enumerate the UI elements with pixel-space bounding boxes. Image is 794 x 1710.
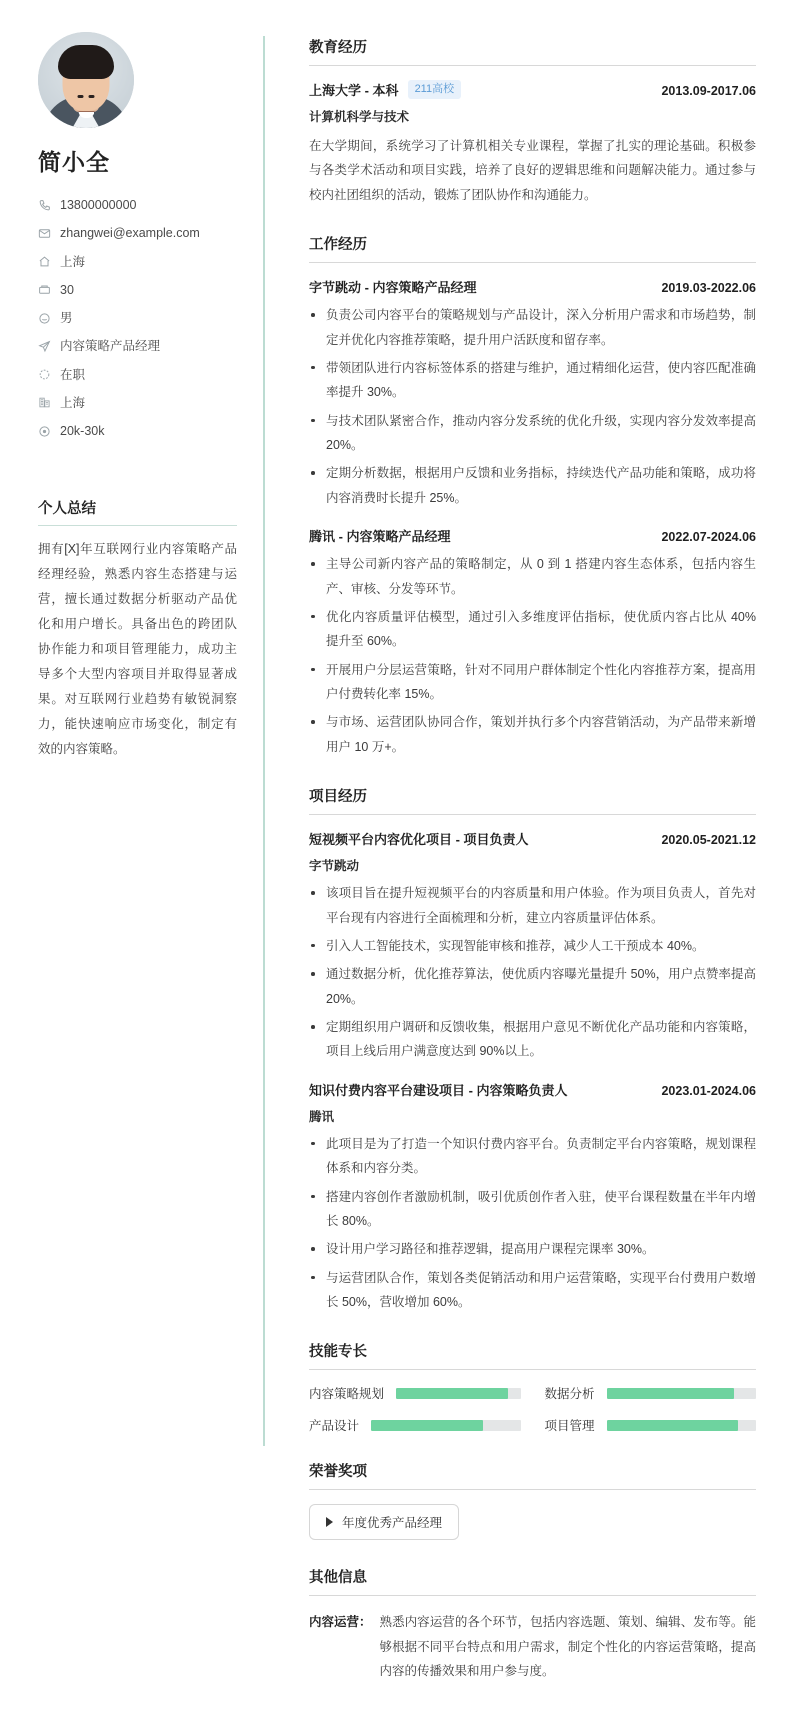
project-entry [309, 1080, 756, 1315]
summary-title: 个人总结 [38, 497, 237, 526]
project-entry-header [309, 1080, 756, 1099]
mail-icon [38, 227, 51, 240]
education-section [309, 36, 756, 207]
work-entry [309, 526, 756, 759]
skill-progress-bar [396, 1388, 520, 1399]
work-bullets [309, 552, 756, 759]
project-bullets [309, 1132, 756, 1315]
education-school: 上海大学 - 本科 [309, 83, 399, 98]
contact-value: 上海 [60, 395, 86, 410]
projects-title: 项目经历 [309, 785, 756, 815]
skills-section [309, 1340, 756, 1434]
skill-row [309, 1416, 521, 1434]
project-date: 2023.01-2024.06 [661, 1083, 756, 1098]
education-entry [309, 80, 756, 207]
other-info-section [309, 1566, 756, 1683]
main-content [265, 22, 794, 1710]
work-date: 2022.07-2024.06 [661, 530, 756, 545]
contact-value: 内容策略产品经理 [60, 339, 161, 354]
honors-section [309, 1460, 756, 1540]
avatar [38, 32, 134, 128]
coin-icon [38, 425, 51, 438]
project-entry [309, 829, 756, 1064]
skill-progress-fill [607, 1420, 739, 1431]
contact-item-salary [38, 417, 237, 445]
id-card-icon [38, 283, 51, 296]
list-item: 开展用户分层运营策略，针对不同用户群体制定个性化内容推荐方案，提高用户付费转化率 15%。 [309, 658, 756, 707]
contact-value: 30 [60, 282, 74, 297]
work-entry [309, 277, 756, 510]
play-triangle-icon [326, 1517, 333, 1527]
skill-row [545, 1416, 757, 1434]
education-date: 2013.09-2017.06 [661, 84, 756, 98]
contact-item-position [38, 332, 237, 360]
contact-item-status [38, 361, 237, 389]
list-item: 负责公司内容平台的策略规划与产品设计，深入分析用户需求和市场趋势，制定并优化内容推荐策略，提升用户活跃度和留存率。 [309, 303, 756, 352]
contact-value: 13800000000 [60, 198, 137, 212]
contact-value: 在职 [60, 367, 86, 382]
list-item: 定期组织用户调研和反馈收集，根据用户意见不断优化产品功能和内容策略，项目上线后用户满意度达到 90%以上。 [309, 1015, 756, 1064]
contact-item-email [38, 219, 237, 247]
skill-row [545, 1384, 757, 1402]
honors-title: 荣誉奖项 [309, 1460, 756, 1490]
contact-item-location [38, 389, 237, 417]
skill-progress-fill [371, 1420, 483, 1431]
list-item: 搭建内容创作者激励机制，吸引优质创作者入驻，使平台课程数量在半年内增长 80%。 [309, 1185, 756, 1234]
honor-item[interactable] [309, 1504, 459, 1540]
avatar-eye-left [89, 95, 95, 98]
list-item: 此项目是为了打造一个知识付费内容平台。负责制定平台内容策略，规划课程体系和内容分类。 [309, 1132, 756, 1181]
skill-progress-bar [371, 1420, 520, 1431]
project-date: 2020.05-2021.12 [661, 833, 756, 848]
avatar-eye-right [78, 95, 84, 98]
skills-title: 技能专长 [309, 1340, 756, 1370]
education-title: 教育经历 [309, 36, 756, 66]
list-item: 定期分析数据，根据用户反馈和业务指标，持续迭代产品功能和策略，成功将内容消费时长提升 25%。 [309, 461, 756, 510]
paper-plane-icon [38, 340, 51, 353]
refresh-icon [38, 368, 51, 381]
skill-progress-fill [396, 1388, 508, 1399]
skill-progress-fill [607, 1388, 734, 1399]
contact-info-list [38, 191, 237, 445]
list-item: 通过数据分析，优化推荐算法，使优质内容曝光量提升 50%，用户点赞率提高 20%。 [309, 962, 756, 1011]
project-company: 腾讯 [309, 1109, 335, 1124]
project-name: 短视频平台内容优化项目 - 项目负责人 [309, 832, 529, 848]
education-major: 计算机科学与技术 [309, 110, 410, 124]
list-item: 带领团队进行内容标签体系的搭建与维护，通过精细化运营，使内容匹配准确率提升 30%。 [309, 356, 756, 405]
skill-label: 数据分析 [544, 1387, 595, 1402]
work-date: 2019.03-2022.06 [661, 281, 756, 296]
contact-item-age [38, 276, 237, 304]
work-entry-header [309, 277, 756, 296]
contact-item-phone [38, 191, 237, 219]
phone-icon [38, 199, 51, 212]
other-info-row [309, 1610, 756, 1683]
contact-value: 男 [60, 311, 73, 325]
honor-label: 年度优秀产品经理 [342, 1516, 443, 1531]
list-item: 设计用户学习路径和推荐逻辑，提高用户课程完课率 30%。 [309, 1237, 756, 1261]
other-info-title: 其他信息 [309, 1566, 756, 1596]
list-item: 引入人工智能技术，实现智能审核和推荐，减少人工干预成本 40%。 [309, 934, 756, 958]
person-name: 简小全 [38, 149, 110, 175]
education-entry-header [309, 80, 756, 99]
list-item: 该项目旨在提升短视频平台的内容质量和用户体验。作为项目负责人，首先对平台现有内容进行全面梳理和分析，建立内容质量评估体系。 [309, 881, 756, 930]
home-icon [38, 255, 51, 268]
summary-text: 拥有[X]年互联网行业内容策略产品经理经验，熟悉内容生态搭建与运营，擅长通过数据分析驱动产品优化和用户增长。具备出色的跨团队协作能力和项目管理能力，成功主导多个大型内容项目并取得显著成果。对互联网行业趋势有敏锐洞察力，能快速响应市场变化，制定有效的内容策略。 [38, 542, 237, 757]
contact-item-hometown [38, 248, 237, 276]
skills-grid [309, 1384, 756, 1434]
skill-label: 产品设计 [309, 1419, 360, 1434]
summary-section [38, 497, 237, 762]
work-section [309, 233, 756, 759]
sidebar [0, 22, 265, 1710]
work-position: 字节跳动 - 内容策略产品经理 [309, 280, 477, 296]
education-school-row [309, 80, 461, 99]
work-position: 腾讯 - 内容策略产品经理 [309, 529, 451, 545]
project-name: 知识付费内容平台建设项目 - 内容策略负责人 [309, 1082, 568, 1098]
list-item: 优化内容质量评估模型，通过引入多维度评估指标，使优质内容占比从 40% 提升至 60%。 [309, 605, 756, 654]
project-entry-header [309, 829, 756, 848]
list-item: 与市场、运营团队协同合作，策划并执行多个内容营销活动，为产品带来新增用户 10 万+。 [309, 710, 756, 759]
skill-progress-bar [607, 1388, 756, 1399]
list-item: 与技术团队紧密合作，推动内容分发系统的优化升级，实现内容分发效率提高 20%。 [309, 409, 756, 458]
contact-value: 20k-30k [60, 424, 105, 438]
avatar-hair [58, 45, 114, 79]
gender-icon [38, 312, 51, 325]
contact-item-gender [38, 304, 237, 332]
list-item: 主导公司新内容产品的策略制定，从 0 到 1 搭建内容生态体系，包括内容生产、审核、分发等环节。 [309, 552, 756, 601]
project-company: 字节跳动 [309, 859, 360, 874]
work-entry-header [309, 526, 756, 545]
building-icon [38, 396, 51, 409]
education-description: 在大学期间，系统学习了计算机相关专业课程，掌握了扎实的理论基础。积极参与各类学术活动和项目实践，培养了良好的逻辑思维和问题解决能力。通过参与校内社团组织的活动，锻炼了团队协作和沟通能力。 [309, 139, 756, 202]
contact-value: 上海 [60, 254, 86, 269]
skill-label: 内容策略规划 [309, 1387, 385, 1402]
skill-row [309, 1384, 521, 1402]
avatar-wrap [38, 32, 237, 128]
work-title: 工作经历 [309, 233, 756, 263]
status-badge: 211高校 [408, 80, 462, 98]
skill-label: 项目管理 [544, 1419, 595, 1434]
other-info-text: 熟悉内容运营的各个环节，包括内容选题、策划、编辑、发布等。能够根据不同平台特点和用户需求，制定个性化的内容运营策略，提高内容的传播效果和用户参与度。 [379, 1615, 756, 1679]
projects-section [309, 785, 756, 1314]
list-item: 与运营团队合作，策划各类促销活动和用户运营策略，实现平台付费用户数增长 50%，营收增加 60%。 [309, 1266, 756, 1315]
other-info-label: 内容运营： [309, 1615, 372, 1630]
project-bullets [309, 881, 756, 1064]
skill-progress-bar [607, 1420, 756, 1431]
contact-value: zhangwei@example.com [60, 226, 200, 241]
work-bullets [309, 303, 756, 510]
